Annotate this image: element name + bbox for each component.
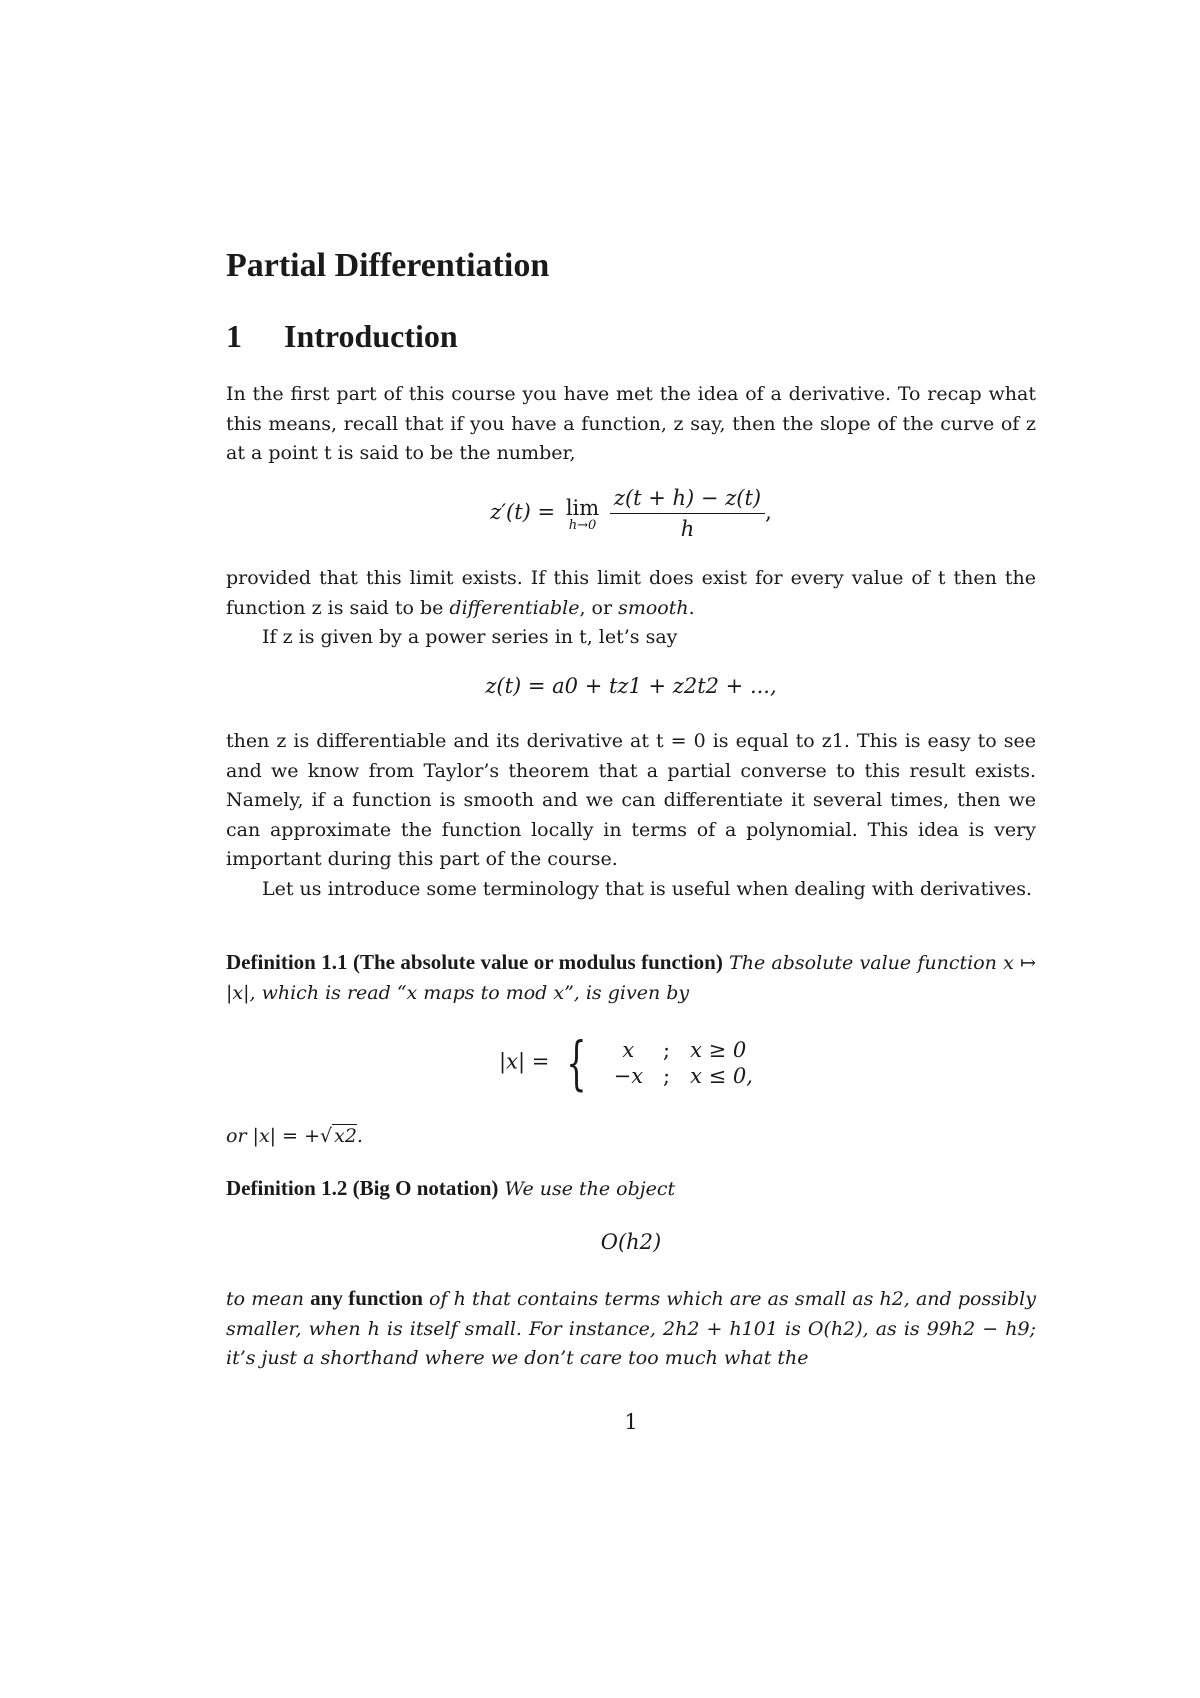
eq-fraction — [610, 486, 765, 541]
term-smooth: smooth — [618, 596, 689, 619]
para2-text: provided that this limit exists. If this limit does exist for every value of t then the function z is said to be — [226, 567, 1036, 619]
abs-alt-end: . — [356, 1125, 363, 1147]
definition-1-2-text: We use the object — [504, 1178, 676, 1200]
eq-cases — [604, 1037, 763, 1089]
eq-limit — [566, 496, 599, 532]
case2-condition: x ≤ 0, — [690, 1064, 753, 1088]
definition-big-o — [226, 1174, 1036, 1205]
eq-trail: , — [765, 500, 772, 524]
case2-separator: ; — [663, 1064, 671, 1088]
eq-abs-lhs: |x| = — [499, 1049, 550, 1074]
big-o-text-a: to mean — [226, 1288, 311, 1310]
abs-alt-root: x2 — [334, 1125, 357, 1147]
para2-or: , or — [579, 596, 619, 619]
left-brace: { — [566, 1029, 587, 1097]
eq-denominator: h — [680, 517, 695, 541]
big-o-any-function: any function — [310, 1286, 423, 1310]
equation-absolute-value — [226, 1029, 1036, 1097]
eq-numerator: z(t + h) − z(t) — [610, 486, 765, 514]
definition-absolute-value — [226, 948, 1036, 1008]
definition-1-1-label: Definition 1.1 (The absolute value or modulus function) — [226, 950, 723, 974]
case1-value: x — [622, 1038, 635, 1062]
equation-power-series: z(t) = a0 + tz1 + z2t2 + ..., — [485, 674, 777, 698]
section-number: 1 — [226, 318, 242, 354]
definition-1-1-text: The absolute value function x ↦ |x|, which is read “x maps to mod x”, is given by — [226, 952, 1036, 1004]
paragraph-intro: In the first part of this course you have met the idea of a derivative. To recap what this means, recall that if you have a function, z say, then the slope of the curve of z at a point t is said to be the number, — [226, 383, 1036, 464]
section-title: Introduction — [284, 318, 458, 354]
paragraph-big-o-meaning — [226, 1284, 1036, 1374]
paragraph-taylor: then z is differentiable and its derivative at t = 0 is equal to z1. This is easy to see and we know from Taylor’s theorem that a partial converse to this result exists. Namely, if a function is smooth and we can differentiate it several times, then we can approximate the function locally in terms of a polynomial. This idea is very important during this part of the course. — [226, 730, 1036, 870]
paragraph-limit-exists — [226, 564, 1036, 623]
document-title: Partial Differentiation — [226, 247, 550, 284]
eq-limit-subscript: h→0 — [568, 517, 597, 533]
section-heading — [226, 316, 458, 356]
equation-big-o: O(h2) — [600, 1230, 662, 1254]
case1-separator: ; — [663, 1038, 671, 1062]
case1-condition: x ≥ 0 — [690, 1038, 747, 1062]
definition-absolute-alt: or |x| = +√ x2. — [226, 1125, 363, 1147]
page-number: 1 — [624, 1410, 638, 1434]
paragraph-power-series: If z is given by a power series in t, let’s say — [262, 626, 678, 648]
eq-derivative-lhs: z′(t) = — [490, 500, 556, 524]
abs-alt-text: or |x| = + — [226, 1125, 320, 1147]
equation-derivative — [226, 486, 1036, 541]
paragraph-terminology: Let us introduce some terminology that is useful when dealing with derivatives. — [262, 878, 1033, 900]
para2-end: . — [688, 596, 695, 619]
case2-value: −x — [613, 1064, 644, 1088]
term-differentiable: differentiable — [449, 596, 580, 619]
eq-limit-word: lim — [565, 495, 600, 520]
definition-1-2-label: Definition 1.2 (Big O notation) — [226, 1176, 499, 1200]
big-o-text-b: of h that contains terms which are as small as h2, and possibly smaller, when h is itself small. For instance, 2h2 + h101 is O(h2), as is 99h2 − h9; it’s just a shorthand where we don’t care too much what the — [226, 1288, 1036, 1369]
